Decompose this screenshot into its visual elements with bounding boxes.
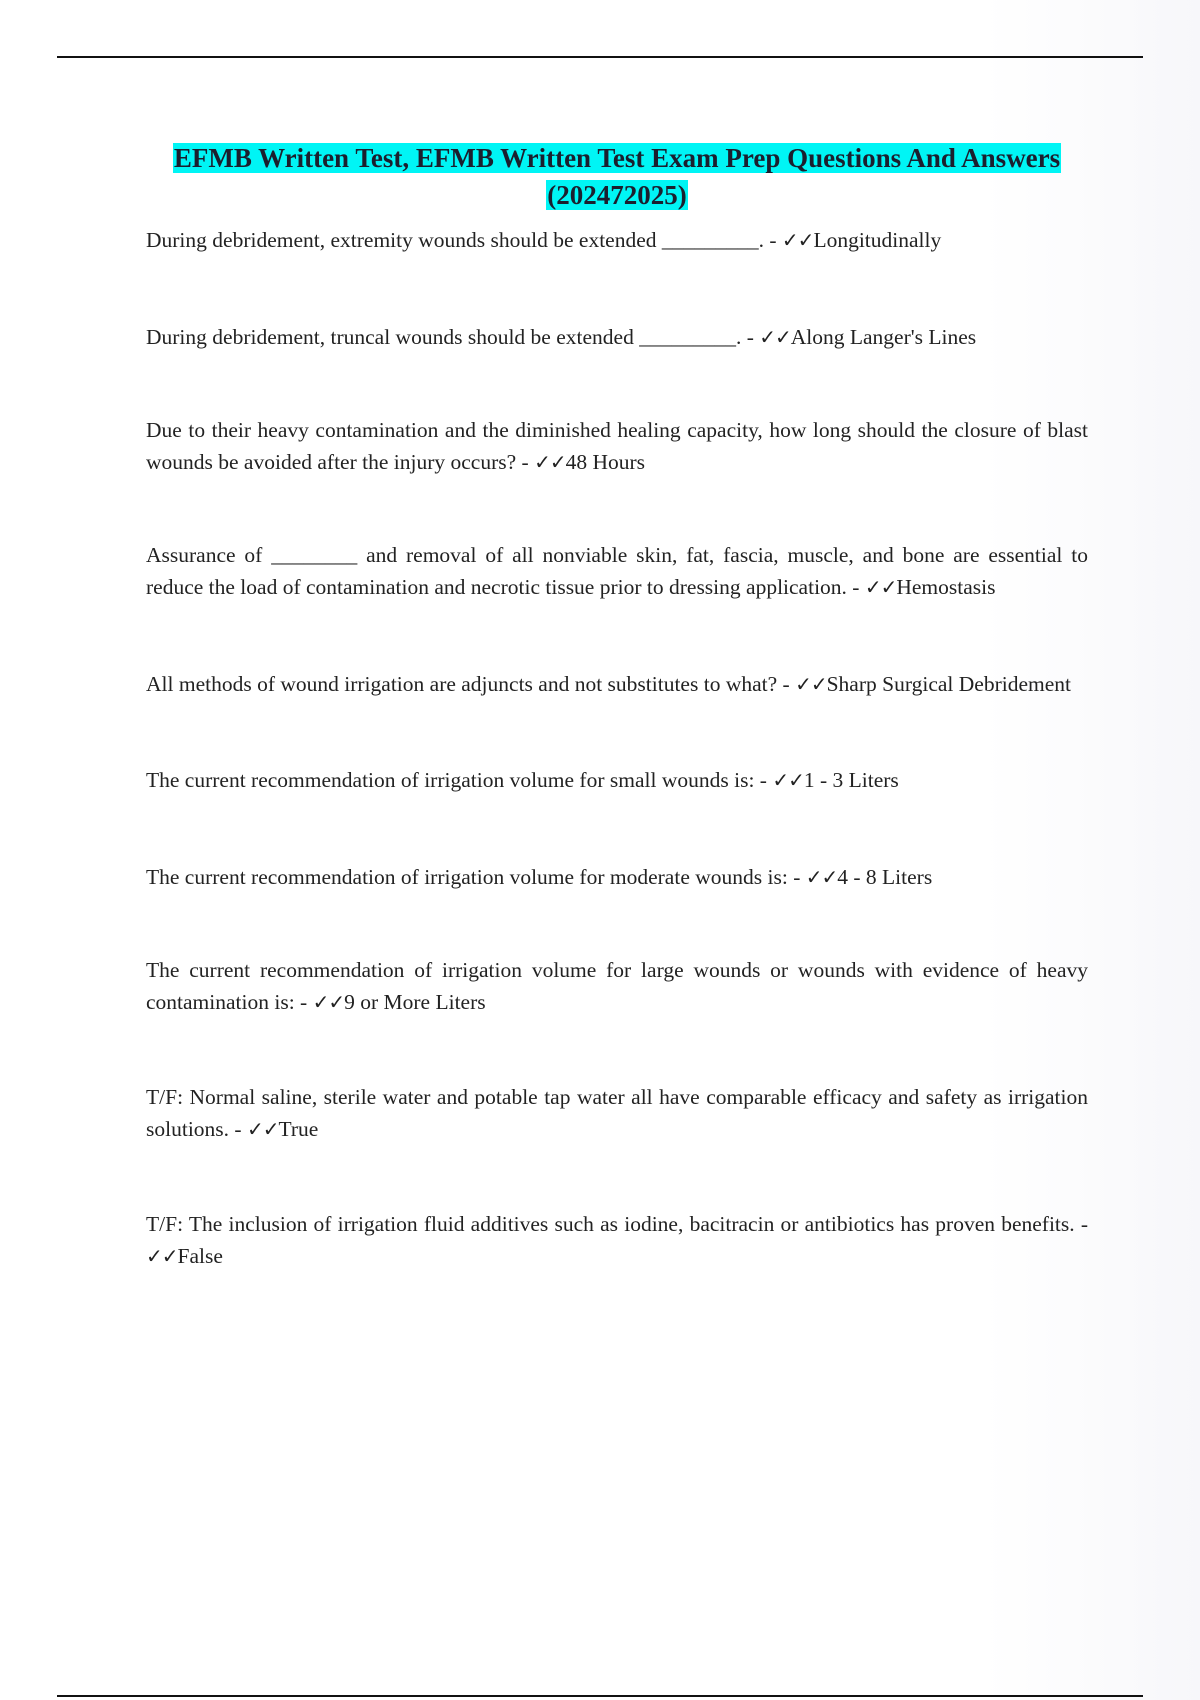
question-text: T/F: Normal saline, sterile water and potable tap water all have comparable efficacy and safety as irrigation solutions. - (146, 1085, 1088, 1141)
double-check-icon: ✓✓ (312, 990, 345, 1014)
answer-text: Along Langer's Lines (790, 325, 977, 349)
document-content (146, 140, 1088, 1272)
question-text: During debridement, truncal wounds should be extended _________. - (146, 325, 760, 349)
answer-text: False (177, 1244, 223, 1268)
question-text: All methods of wound irrigation are adjuncts and not substitutes to what? - (146, 672, 796, 696)
double-check-icon: ✓✓ (805, 865, 838, 889)
qa-item-3 (146, 414, 1088, 478)
question-text: The current recommendation of irrigation volume for small wounds is: - (146, 768, 773, 792)
question-text: Due to their heavy contamination and the diminished healing capacity, how long should the closure of blast wounds be avoided after the injury occurs? - (146, 418, 1088, 474)
qa-item-2 (146, 321, 1088, 353)
double-check-icon: ✓✓ (864, 575, 897, 599)
question-text: The current recommendation of irrigation volume for large wounds or wounds with evidence of heavy contamination is: - (146, 958, 1088, 1014)
qa-item-5 (146, 668, 1088, 700)
double-check-icon: ✓✓ (246, 1117, 279, 1141)
question-text: Assurance of ________ and removal of all nonviable skin, fat, fascia, muscle, and bone are essential to reduce the load of contamination and necrotic tissue prior to dressing application. - (146, 543, 1088, 599)
qa-item-4 (146, 539, 1088, 603)
qa-item-9 (146, 1081, 1088, 1145)
document-title (146, 140, 1088, 214)
answer-text: 48 Hours (565, 450, 646, 474)
answer-text: 4 - 8 Liters (837, 865, 933, 889)
double-check-icon: ✓✓ (772, 768, 804, 792)
qa-item-10 (146, 1208, 1088, 1272)
double-check-icon: ✓✓ (781, 228, 814, 252)
qa-item-1 (146, 224, 1088, 256)
question-text: T/F: The inclusion of irrigation fluid additives such as iodine, bacitracin or antibiotics has proven benefits. - (146, 1212, 1088, 1236)
double-check-icon: ✓✓ (795, 672, 827, 696)
answer-text: 9 or More Liters (344, 990, 486, 1014)
qa-item-7 (146, 861, 1088, 893)
answer-text: Sharp Surgical Debridement (826, 672, 1071, 696)
top-rule (57, 56, 1143, 58)
qa-item-8 (146, 954, 1088, 1018)
double-check-icon: ✓✓ (759, 325, 791, 349)
question-text: The current recommendation of irrigation volume for moderate wounds is: - (146, 865, 806, 889)
answer-text: Hemostasis (896, 575, 996, 599)
answer-text: Longitudinally (813, 228, 942, 252)
question-text: During debridement, extremity wounds should be extended _________. - (146, 228, 782, 252)
double-check-icon: ✓✓ (146, 1244, 178, 1268)
bottom-rule (57, 1695, 1143, 1697)
answer-text: True (278, 1117, 319, 1141)
answer-text: 1 - 3 Liters (803, 768, 899, 792)
title-highlight: EFMB Written Test, EFMB Written Test Exam Prep Questions And Answers (202472025) (173, 143, 1061, 210)
double-check-icon: ✓✓ (534, 450, 566, 474)
qa-item-6 (146, 764, 1088, 796)
